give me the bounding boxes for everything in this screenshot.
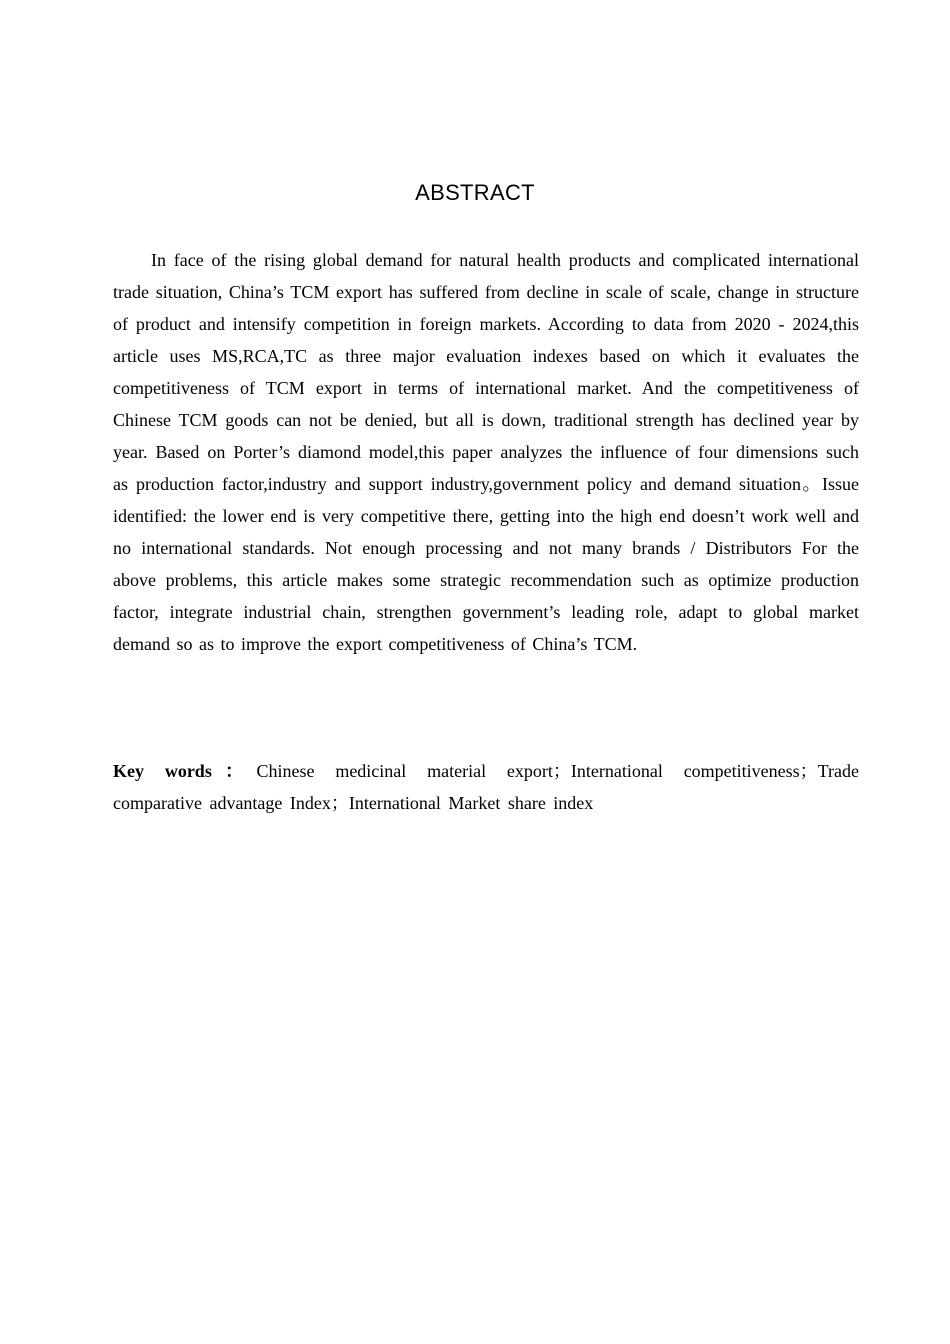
keywords-label: Key words： [113,761,257,781]
abstract-paragraph: In face of the rising global demand for natural health products and complicated international trade situation, China’s TCM export has suffered from decline in scale of scale, change in structure of product and intensify competition in foreign markets. According to data from 2020 - 2024,this article uses MS,RCA,TC as three major evaluation indexes based on which it evaluates the competitiveness of TCM export in terms of international market. And the competitiveness of Chinese TCM goods can not be denied, but all is down, traditional strength has declined year by year. Based on Porter’s diamond model,this paper analyzes the influence of four dimensions such as production factor,industry and support industry,government policy and demand situation。Issue identified: the lower end is very competitive there, getting into the high end doesn’t work well and no international standards. Not enough processing and not many brands / Distributors For the above problems, this article makes some strategic recommendation such as optimize production factor, integrate industrial chain, strengthen government’s leading role, adapt to global market demand so as to improve the export competitiveness of China’s TCM. [113,250,859,654]
abstract-title: ABSTRACT [415,180,535,205]
keywords-text: Chinese medicinal material export；International competitiveness；Trade comparative advantage Index；International Market share index [113,761,859,813]
keywords-line [113,755,859,819]
